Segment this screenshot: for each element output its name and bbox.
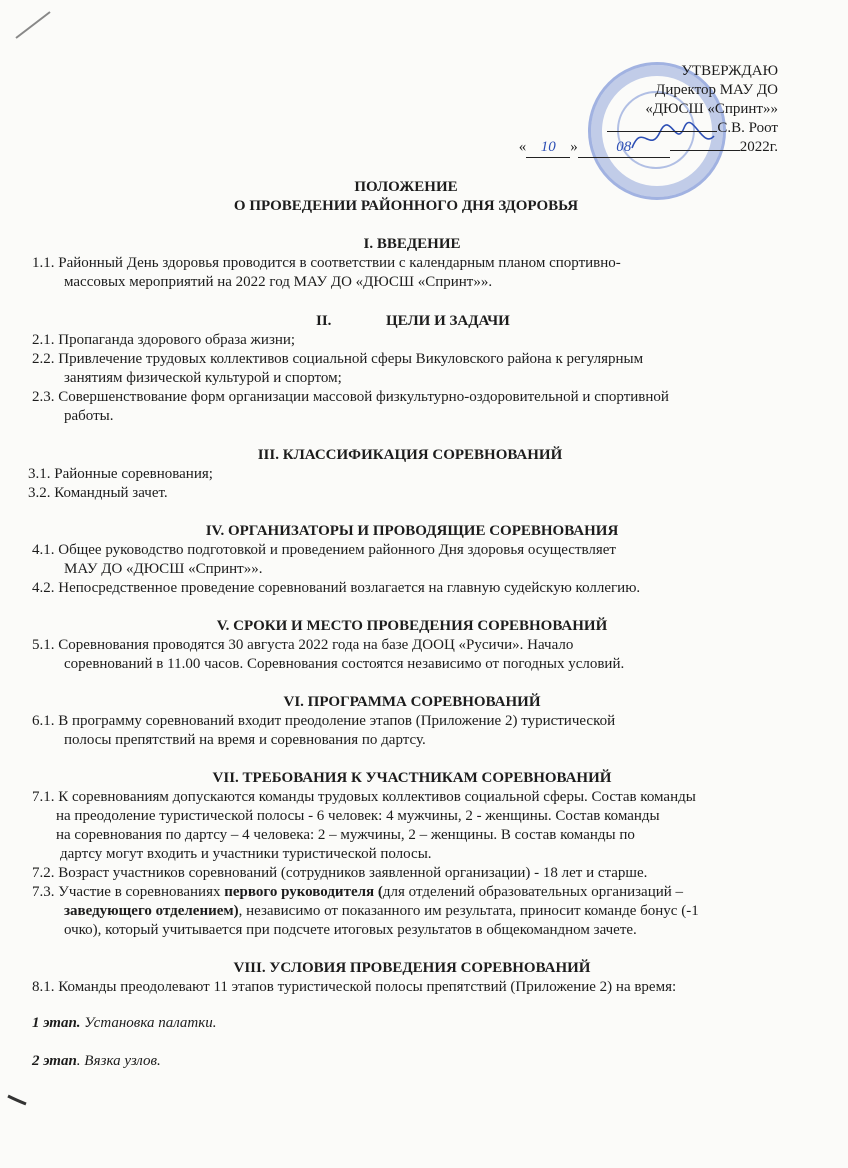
paragraph-4-2: 4.2. Непосредственное проведение соревнований возлагается на главную судейскую коллегию. <box>32 580 641 596</box>
paragraph-5-1: 5.1. Соревнования проводятся 30 августа 2022 года на базе ДООЦ «Русичи». Начало <box>32 637 574 653</box>
section-1-heading: I. ВВЕДЕНИЕ <box>363 236 461 252</box>
paragraph-2-2: 2.2. Привлечение трудовых коллективов социальной сферы Викуловского района к регулярным <box>32 351 644 367</box>
paragraph-7-3-cont-bold: заведующего отделением) <box>64 903 239 919</box>
paragraph-2-3-cont: работы. <box>64 408 114 424</box>
paragraph-6-1: 6.1. В программу соревнований входит преодоление этапов (Приложение 2) туристической <box>32 713 616 729</box>
stage-2 <box>32 1052 161 1071</box>
section-5-heading: V. СРОКИ И МЕСТО ПРОВЕДЕНИЯ СОРЕВНОВАНИЙ <box>216 618 608 634</box>
paragraph-4-1: 4.1. Общее руководство подготовкой и проведением районного Дня здоровья осуществляет <box>32 542 616 558</box>
paragraph-7-3-cont-b: очко), который учитывается при подсчете итоговых результатов в общекомандном зачете. <box>64 922 637 938</box>
paragraph-7-3-part-a: 7.3. Участие в соревнованиях <box>32 884 225 900</box>
approval-date-day: 10 <box>526 138 570 158</box>
paragraph-1-1-cont: массовых мероприятий на 2022 год МАУ ДО «ДЮСШ «Спринт»». <box>64 274 493 290</box>
section-2-number: II. <box>316 313 332 329</box>
section-3-heading: III. КЛАССИФИКАЦИЯ СОРЕВНОВАНИЙ <box>257 447 563 463</box>
document-subtitle: О ПРОВЕДЕНИИ РАЙОННОГО ДНЯ ЗДОРОВЬЯ <box>233 198 579 214</box>
approval-date-year: 2022г. <box>739 139 778 155</box>
approval-date: « 10 » 08 2022г. <box>519 138 778 158</box>
approval-signer-line <box>519 119 778 138</box>
paragraph-1-1: 1.1. Районный День здоровья проводится в соответствии с календарным планом спортивно- <box>32 255 621 271</box>
paragraph-2-1: 2.1. Пропаганда здорового образа жизни; <box>32 332 296 348</box>
section-2-heading: ЦЕЛИ И ЗАДАЧИ <box>386 313 510 329</box>
approval-signer: С.В. Роот <box>717 120 778 136</box>
approval-heading: УТВЕРЖДАЮ <box>681 63 778 79</box>
paragraph-7-3-cont-a <box>64 902 699 921</box>
stage-1-text: Установка палатки. <box>80 1015 217 1031</box>
paragraph-5-1-cont: соревнований в 11.00 часов. Соревнования состоятся независимо от погодных условий. <box>64 656 625 672</box>
section-4-heading: IV. ОРГАНИЗАТОРЫ И ПРОВОДЯЩИЕ СОРЕВНОВАНИЯ <box>205 523 619 539</box>
approval-position: Директор МАУ ДО <box>655 82 778 98</box>
scan-mark-bottom-left <box>6 1092 30 1108</box>
approval-organization: «ДЮСШ «Спринт»» <box>645 101 778 117</box>
paragraph-7-3-part-b: первого руководителя ( <box>224 884 383 900</box>
paragraph-7-1-cont-a: на преодоление туристической полосы - 6 человек: 4 мужчины, 2 - женщины. Состав команды <box>56 808 660 824</box>
paragraph-6-1-cont: полосы препятствий на время и соревнования по дартсу. <box>64 732 426 748</box>
paragraph-7-1-cont-c: дартсу могут входить и участники туристической полосы. <box>60 846 432 862</box>
document-title: ПОЛОЖЕНИЕ <box>354 179 458 195</box>
paragraph-7-3-cont-rest: , независимо от показанного им результата, приносит команде бонус (-1 <box>238 903 699 919</box>
paragraph-8-1: 8.1. Команды преодолевают 11 этапов туристической полосы препятствий (Приложение 2) на время: <box>32 979 677 995</box>
stage-1 <box>32 1014 217 1033</box>
paragraph-7-2: 7.2. Возраст участников соревнований (сотрудников заявленной организации) - 18 лет и старше. <box>32 865 648 881</box>
stage-1-number: 1 этап. <box>32 1015 81 1031</box>
paragraph-7-1-cont-b: на соревнования по дартсу – 4 человека: 2 – мужчины, 2 – женщины. В состав команды по <box>56 827 635 843</box>
section-6-heading: VI. ПРОГРАММА СОРЕВНОВАНИЙ <box>283 694 541 710</box>
section-7-heading: VII. ТРЕБОВАНИЯ К УЧАСТНИКАМ СОРЕВНОВАНИЙ <box>212 770 612 786</box>
section-8-heading: VIII. УСЛОВИЯ ПРОВЕДЕНИЯ СОРЕВНОВАНИЙ <box>233 960 591 976</box>
paragraph-7-3-part-c: для отделений образовательных организаций – <box>382 884 684 900</box>
paragraph-3-1: 3.1. Районные соревнования; <box>28 466 213 482</box>
paragraph-2-3: 2.3. Совершенствование форм организации массовой физкультурно-оздоровительной и спортивной <box>32 389 669 405</box>
paragraph-7-3 <box>32 883 683 902</box>
stage-2-number: 2 этап <box>32 1053 77 1069</box>
approval-block <box>519 62 778 158</box>
paragraph-3-2: 3.2. Командный зачет. <box>28 485 168 501</box>
scan-mark-top-left <box>14 10 54 40</box>
approval-date-month: 08 <box>578 138 670 158</box>
paragraph-4-1-cont: МАУ ДО «ДЮСШ «Спринт»». <box>64 561 263 577</box>
paragraph-2-2-cont: занятиям физической культурой и спортом; <box>64 370 342 386</box>
paragraph-7-1: 7.1. К соревнованиям допускаются команды трудовых коллективов социальной сферы. Состав команды <box>32 789 696 805</box>
stage-2-text: . Вязка узлов. <box>76 1053 161 1069</box>
